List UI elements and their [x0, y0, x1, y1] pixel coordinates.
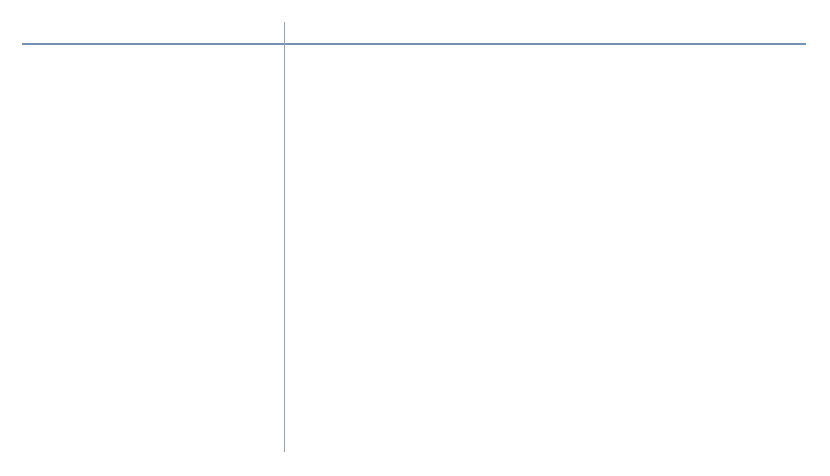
header-rule: [22, 43, 806, 45]
table-header: [22, 22, 806, 44]
column-divider: [284, 22, 285, 452]
header-model: [54, 22, 284, 44]
header-valid-for-all: [285, 22, 806, 44]
